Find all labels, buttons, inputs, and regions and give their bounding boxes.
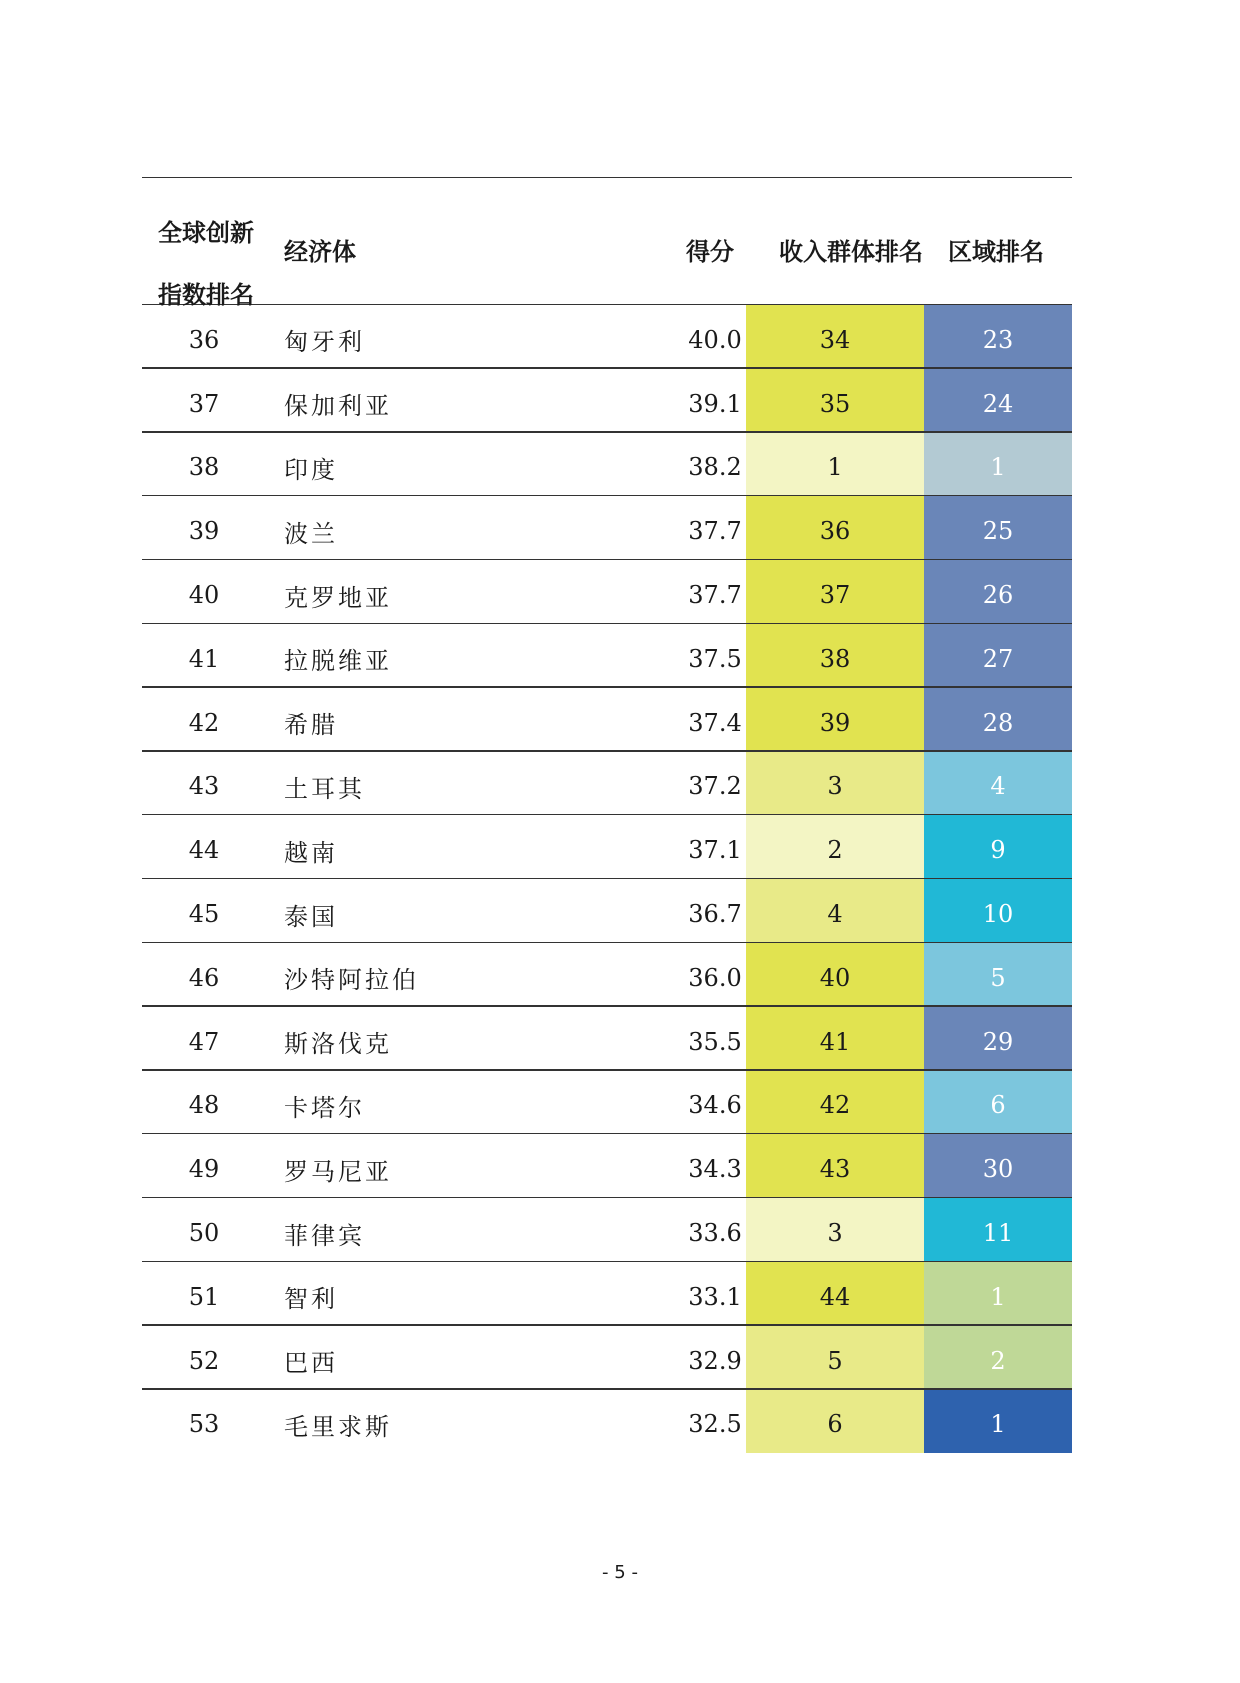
cell-income-rank: 35 xyxy=(746,369,924,433)
header-rank-line1: 全球创新 xyxy=(158,219,254,247)
header-economy: 经济体 xyxy=(284,238,356,266)
table-row xyxy=(142,815,1072,879)
gii-ranking-table xyxy=(142,177,1072,1453)
cell-economy: 越南 xyxy=(284,838,338,867)
cell-gii-rank: 39 xyxy=(188,517,220,546)
cell-income-rank: 40 xyxy=(746,943,924,1007)
row-divider xyxy=(142,559,1072,560)
cell-economy: 智利 xyxy=(284,1285,338,1314)
table-row xyxy=(142,1134,1072,1198)
cell-score: 33.1 xyxy=(688,1282,742,1311)
cell-score: 38.2 xyxy=(688,453,742,482)
cell-score: 40.0 xyxy=(688,325,742,354)
cell-income-rank: 44 xyxy=(746,1262,924,1326)
table-row xyxy=(142,1198,1072,1262)
cell-economy: 毛里求斯 xyxy=(284,1412,392,1441)
cell-region-rank: 30 xyxy=(924,1134,1072,1198)
header-region-rank: 区域排名 xyxy=(948,238,1044,266)
cell-gii-rank: 52 xyxy=(188,1346,220,1375)
cell-gii-rank: 42 xyxy=(188,708,220,737)
cell-score: 37.2 xyxy=(688,772,742,801)
cell-income-rank: 38 xyxy=(746,624,924,688)
cell-income-rank: 3 xyxy=(746,752,924,816)
cell-region-rank: 1 xyxy=(924,433,1072,497)
cell-economy: 沙特阿拉伯 xyxy=(284,966,419,995)
cell-score: 37.4 xyxy=(688,708,742,737)
cell-economy: 印度 xyxy=(284,455,338,484)
cell-region-rank: 11 xyxy=(924,1198,1072,1262)
cell-gii-rank: 48 xyxy=(188,1091,220,1120)
row-divider xyxy=(142,1133,1072,1134)
cell-gii-rank: 51 xyxy=(188,1282,220,1311)
cell-gii-rank: 37 xyxy=(188,389,220,418)
cell-gii-rank: 47 xyxy=(188,1027,220,1056)
table-row xyxy=(142,305,1072,369)
table-row xyxy=(142,688,1072,752)
cell-gii-rank: 36 xyxy=(188,325,220,354)
cell-economy: 斯洛伐克 xyxy=(284,1030,392,1059)
cell-income-rank: 36 xyxy=(746,496,924,560)
cell-income-rank: 6 xyxy=(746,1390,924,1454)
cell-region-rank: 29 xyxy=(924,1007,1072,1071)
cell-income-rank: 34 xyxy=(746,305,924,369)
cell-region-rank: 6 xyxy=(924,1071,1072,1135)
row-divider xyxy=(142,814,1072,815)
table-row xyxy=(142,624,1072,688)
table-row xyxy=(142,879,1072,943)
cell-score: 37.7 xyxy=(688,517,742,546)
table-row xyxy=(142,1262,1072,1326)
cell-income-rank: 3 xyxy=(746,1198,924,1262)
cell-score: 36.7 xyxy=(688,900,742,929)
header-score: 得分 xyxy=(686,238,734,266)
row-divider xyxy=(142,495,1072,496)
header-rank-line2: 指数排名 xyxy=(158,281,254,309)
cell-region-rank: 5 xyxy=(924,943,1072,1007)
row-divider xyxy=(142,431,1072,432)
cell-gii-rank: 41 xyxy=(188,644,220,673)
cell-score: 33.6 xyxy=(688,1219,742,1248)
table-row xyxy=(142,1326,1072,1390)
cell-income-rank: 1 xyxy=(746,433,924,497)
cell-score: 34.3 xyxy=(688,1155,742,1184)
row-divider xyxy=(142,1261,1072,1262)
row-divider xyxy=(142,1324,1072,1325)
table-row xyxy=(142,943,1072,1007)
cell-gii-rank: 46 xyxy=(188,963,220,992)
cell-gii-rank: 40 xyxy=(188,581,220,610)
cell-income-rank: 43 xyxy=(746,1134,924,1198)
cell-region-rank: 10 xyxy=(924,879,1072,943)
cell-gii-rank: 43 xyxy=(188,772,220,801)
table-row xyxy=(142,752,1072,816)
cell-income-rank: 39 xyxy=(746,688,924,752)
cell-score: 32.9 xyxy=(688,1346,742,1375)
cell-income-rank: 42 xyxy=(746,1071,924,1135)
cell-economy: 克罗地亚 xyxy=(284,583,392,612)
cell-region-rank: 9 xyxy=(924,815,1072,879)
cell-economy: 土耳其 xyxy=(284,774,365,803)
cell-score: 34.6 xyxy=(688,1091,742,1120)
row-divider xyxy=(142,750,1072,751)
row-divider xyxy=(142,623,1072,624)
table-body xyxy=(142,305,1072,1453)
cell-score: 37.7 xyxy=(688,581,742,610)
cell-economy: 拉脱维亚 xyxy=(284,647,392,676)
cell-income-rank: 5 xyxy=(746,1326,924,1390)
cell-score: 37.5 xyxy=(688,644,742,673)
cell-score: 35.5 xyxy=(688,1027,742,1056)
page-number: - 5 - xyxy=(602,1562,638,1583)
table-row xyxy=(142,1390,1072,1454)
cell-score: 32.5 xyxy=(688,1410,742,1439)
table-row xyxy=(142,369,1072,433)
header-income-rank: 收入群体排名 xyxy=(779,238,923,266)
row-divider xyxy=(142,1005,1072,1006)
cell-gii-rank: 50 xyxy=(188,1219,220,1248)
cell-gii-rank: 45 xyxy=(188,900,220,929)
cell-income-rank: 4 xyxy=(746,879,924,943)
cell-gii-rank: 44 xyxy=(188,836,220,865)
cell-economy: 希腊 xyxy=(284,711,338,740)
cell-gii-rank: 49 xyxy=(188,1155,220,1184)
cell-region-rank: 23 xyxy=(924,305,1072,369)
table-header xyxy=(142,178,1072,309)
cell-income-rank: 41 xyxy=(746,1007,924,1071)
cell-score: 37.1 xyxy=(688,836,742,865)
table-row xyxy=(142,1071,1072,1135)
row-divider xyxy=(142,367,1072,368)
cell-region-rank: 26 xyxy=(924,560,1072,624)
table-row xyxy=(142,433,1072,497)
cell-score: 36.0 xyxy=(688,963,742,992)
cell-region-rank: 2 xyxy=(924,1326,1072,1390)
table-row xyxy=(142,1007,1072,1071)
cell-region-rank: 1 xyxy=(924,1262,1072,1326)
row-divider xyxy=(142,878,1072,879)
cell-gii-rank: 53 xyxy=(188,1410,220,1439)
row-divider xyxy=(142,686,1072,687)
cell-gii-rank: 38 xyxy=(188,453,220,482)
table-row xyxy=(142,560,1072,624)
cell-economy: 卡塔尔 xyxy=(284,1093,365,1122)
row-divider xyxy=(142,1388,1072,1389)
cell-economy: 罗马尼亚 xyxy=(284,1157,392,1186)
cell-economy: 巴西 xyxy=(284,1349,338,1378)
cell-region-rank: 28 xyxy=(924,688,1072,752)
cell-economy: 波兰 xyxy=(284,519,338,548)
cell-region-rank: 1 xyxy=(924,1390,1072,1454)
cell-economy: 匈牙利 xyxy=(284,328,365,357)
cell-score: 39.1 xyxy=(688,389,742,418)
cell-region-rank: 4 xyxy=(924,752,1072,816)
row-divider xyxy=(142,942,1072,943)
cell-economy: 菲律宾 xyxy=(284,1221,365,1250)
cell-income-rank: 2 xyxy=(746,815,924,879)
cell-region-rank: 27 xyxy=(924,624,1072,688)
row-divider xyxy=(142,1069,1072,1070)
cell-region-rank: 25 xyxy=(924,496,1072,560)
table-row xyxy=(142,496,1072,560)
cell-income-rank: 37 xyxy=(746,560,924,624)
row-divider xyxy=(142,1197,1072,1198)
cell-economy: 保加利亚 xyxy=(284,392,392,421)
cell-region-rank: 24 xyxy=(924,369,1072,433)
cell-economy: 泰国 xyxy=(284,902,338,931)
